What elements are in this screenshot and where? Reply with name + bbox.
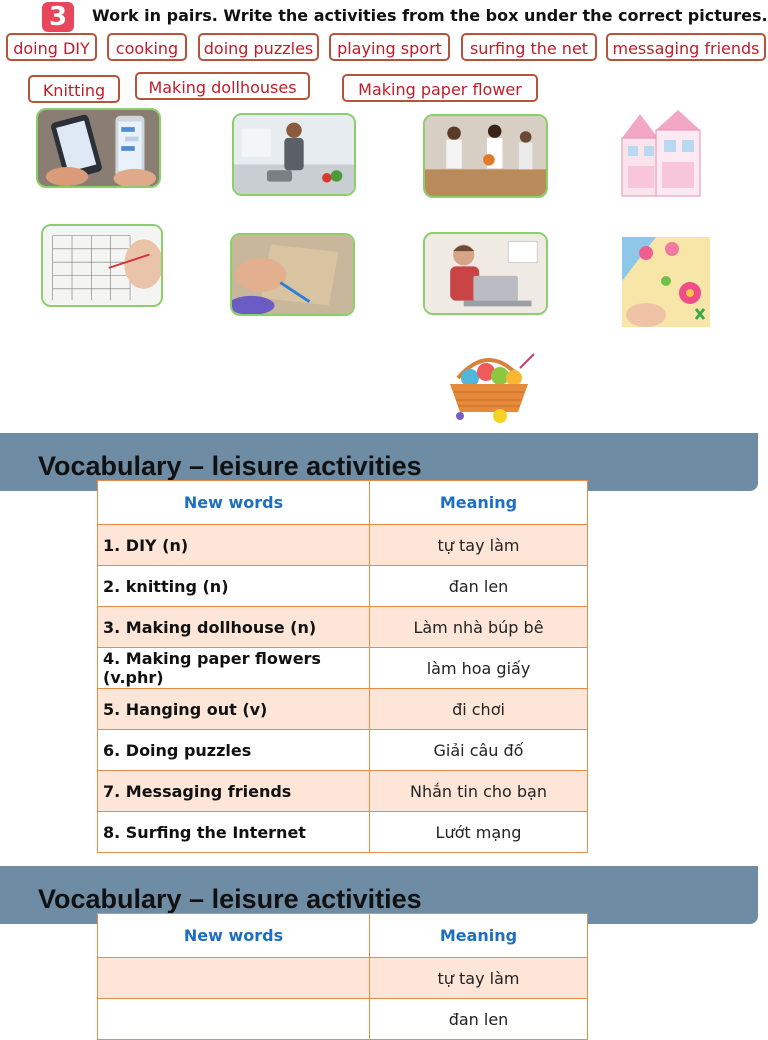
meaning-cell: làm hoa giấy: [370, 648, 588, 689]
word-chip-doing-puzzles[interactable]: doing puzzles: [198, 33, 319, 61]
word-cell: 7. Messaging friends: [98, 771, 370, 812]
word-cell[interactable]: [98, 999, 370, 1040]
table-row: [98, 648, 588, 689]
paper-flowers-photo: [616, 231, 716, 333]
table-row: [98, 999, 588, 1040]
section2-title: Vocabulary – leisure activities: [38, 884, 422, 914]
word-chip-surfing-the-net[interactable]: surfing the net: [461, 33, 597, 61]
exercise-instruction: Work in pairs. Write the activities from the box under the correct pictures.: [92, 6, 768, 25]
table-header-row: [98, 914, 588, 958]
table-row: [98, 730, 588, 771]
table-row: [98, 689, 588, 730]
table-row: [98, 771, 588, 812]
meaning-cell: đan len: [370, 999, 588, 1040]
meaning-cell: Nhắn tin cho bạn: [370, 771, 588, 812]
diy-paper-cutting-photo: [230, 233, 355, 316]
word-chip-making-paper-flower[interactable]: Making paper flower: [342, 74, 538, 102]
word-chip-making-dollhouses[interactable]: Making dollhouses: [135, 72, 310, 100]
pink-dollhouse-photo: [600, 104, 718, 204]
table-row: [98, 812, 588, 853]
meaning-cell: tự tay làm: [370, 958, 588, 999]
meaning-cell: Làm nhà búp bê: [370, 607, 588, 648]
meaning-cell: tự tay làm: [370, 525, 588, 566]
header-new-words: New words: [98, 481, 370, 525]
word-cell[interactable]: [98, 958, 370, 999]
woman-cooking-photo: [232, 113, 356, 196]
word-cell: 1. DIY (n): [98, 525, 370, 566]
table-header-row: [98, 481, 588, 525]
girls-playing-basketball-photo: [423, 114, 548, 198]
table-row: [98, 607, 588, 648]
word-chip-playing-sport[interactable]: playing sport: [329, 33, 450, 61]
header-meaning: Meaning: [370, 481, 588, 525]
meaning-cell: đan len: [370, 566, 588, 607]
word-cell: 2. knitting (n): [98, 566, 370, 607]
table-row: [98, 525, 588, 566]
word-chip-doing-diy[interactable]: doing DIY: [6, 33, 97, 61]
word-chip-cooking[interactable]: cooking: [107, 33, 187, 61]
phone-messaging-photo: [36, 108, 161, 188]
word-cell: 3. Making dollhouse (n): [98, 607, 370, 648]
word-cell: 4. Making paper flowers (v.phr): [98, 648, 370, 689]
table-row: [98, 566, 588, 607]
header-meaning: Meaning: [370, 914, 588, 958]
knitting-basket-photo: [440, 348, 538, 426]
sudoku-puzzle-photo: [41, 224, 163, 307]
table-row: [98, 958, 588, 999]
meaning-cell: đi chơi: [370, 689, 588, 730]
word-cell: 5. Hanging out (v): [98, 689, 370, 730]
vocab-table-2: [97, 913, 588, 1040]
word-cell: 6. Doing puzzles: [98, 730, 370, 771]
section1-title: Vocabulary – leisure activities: [38, 451, 422, 481]
word-chip-knitting[interactable]: Knitting: [28, 75, 120, 103]
meaning-cell: Giải câu đố: [370, 730, 588, 771]
header-new-words: New words: [98, 914, 370, 958]
meaning-cell: Lướt mạng: [370, 812, 588, 853]
boy-using-laptop-photo: [423, 232, 548, 315]
word-cell: 8. Surfing the Internet: [98, 812, 370, 853]
exercise-number-badge: 3: [42, 2, 74, 32]
vocab-table-1: [97, 480, 588, 853]
word-chip-messaging-friends[interactable]: messaging friends: [606, 33, 766, 61]
